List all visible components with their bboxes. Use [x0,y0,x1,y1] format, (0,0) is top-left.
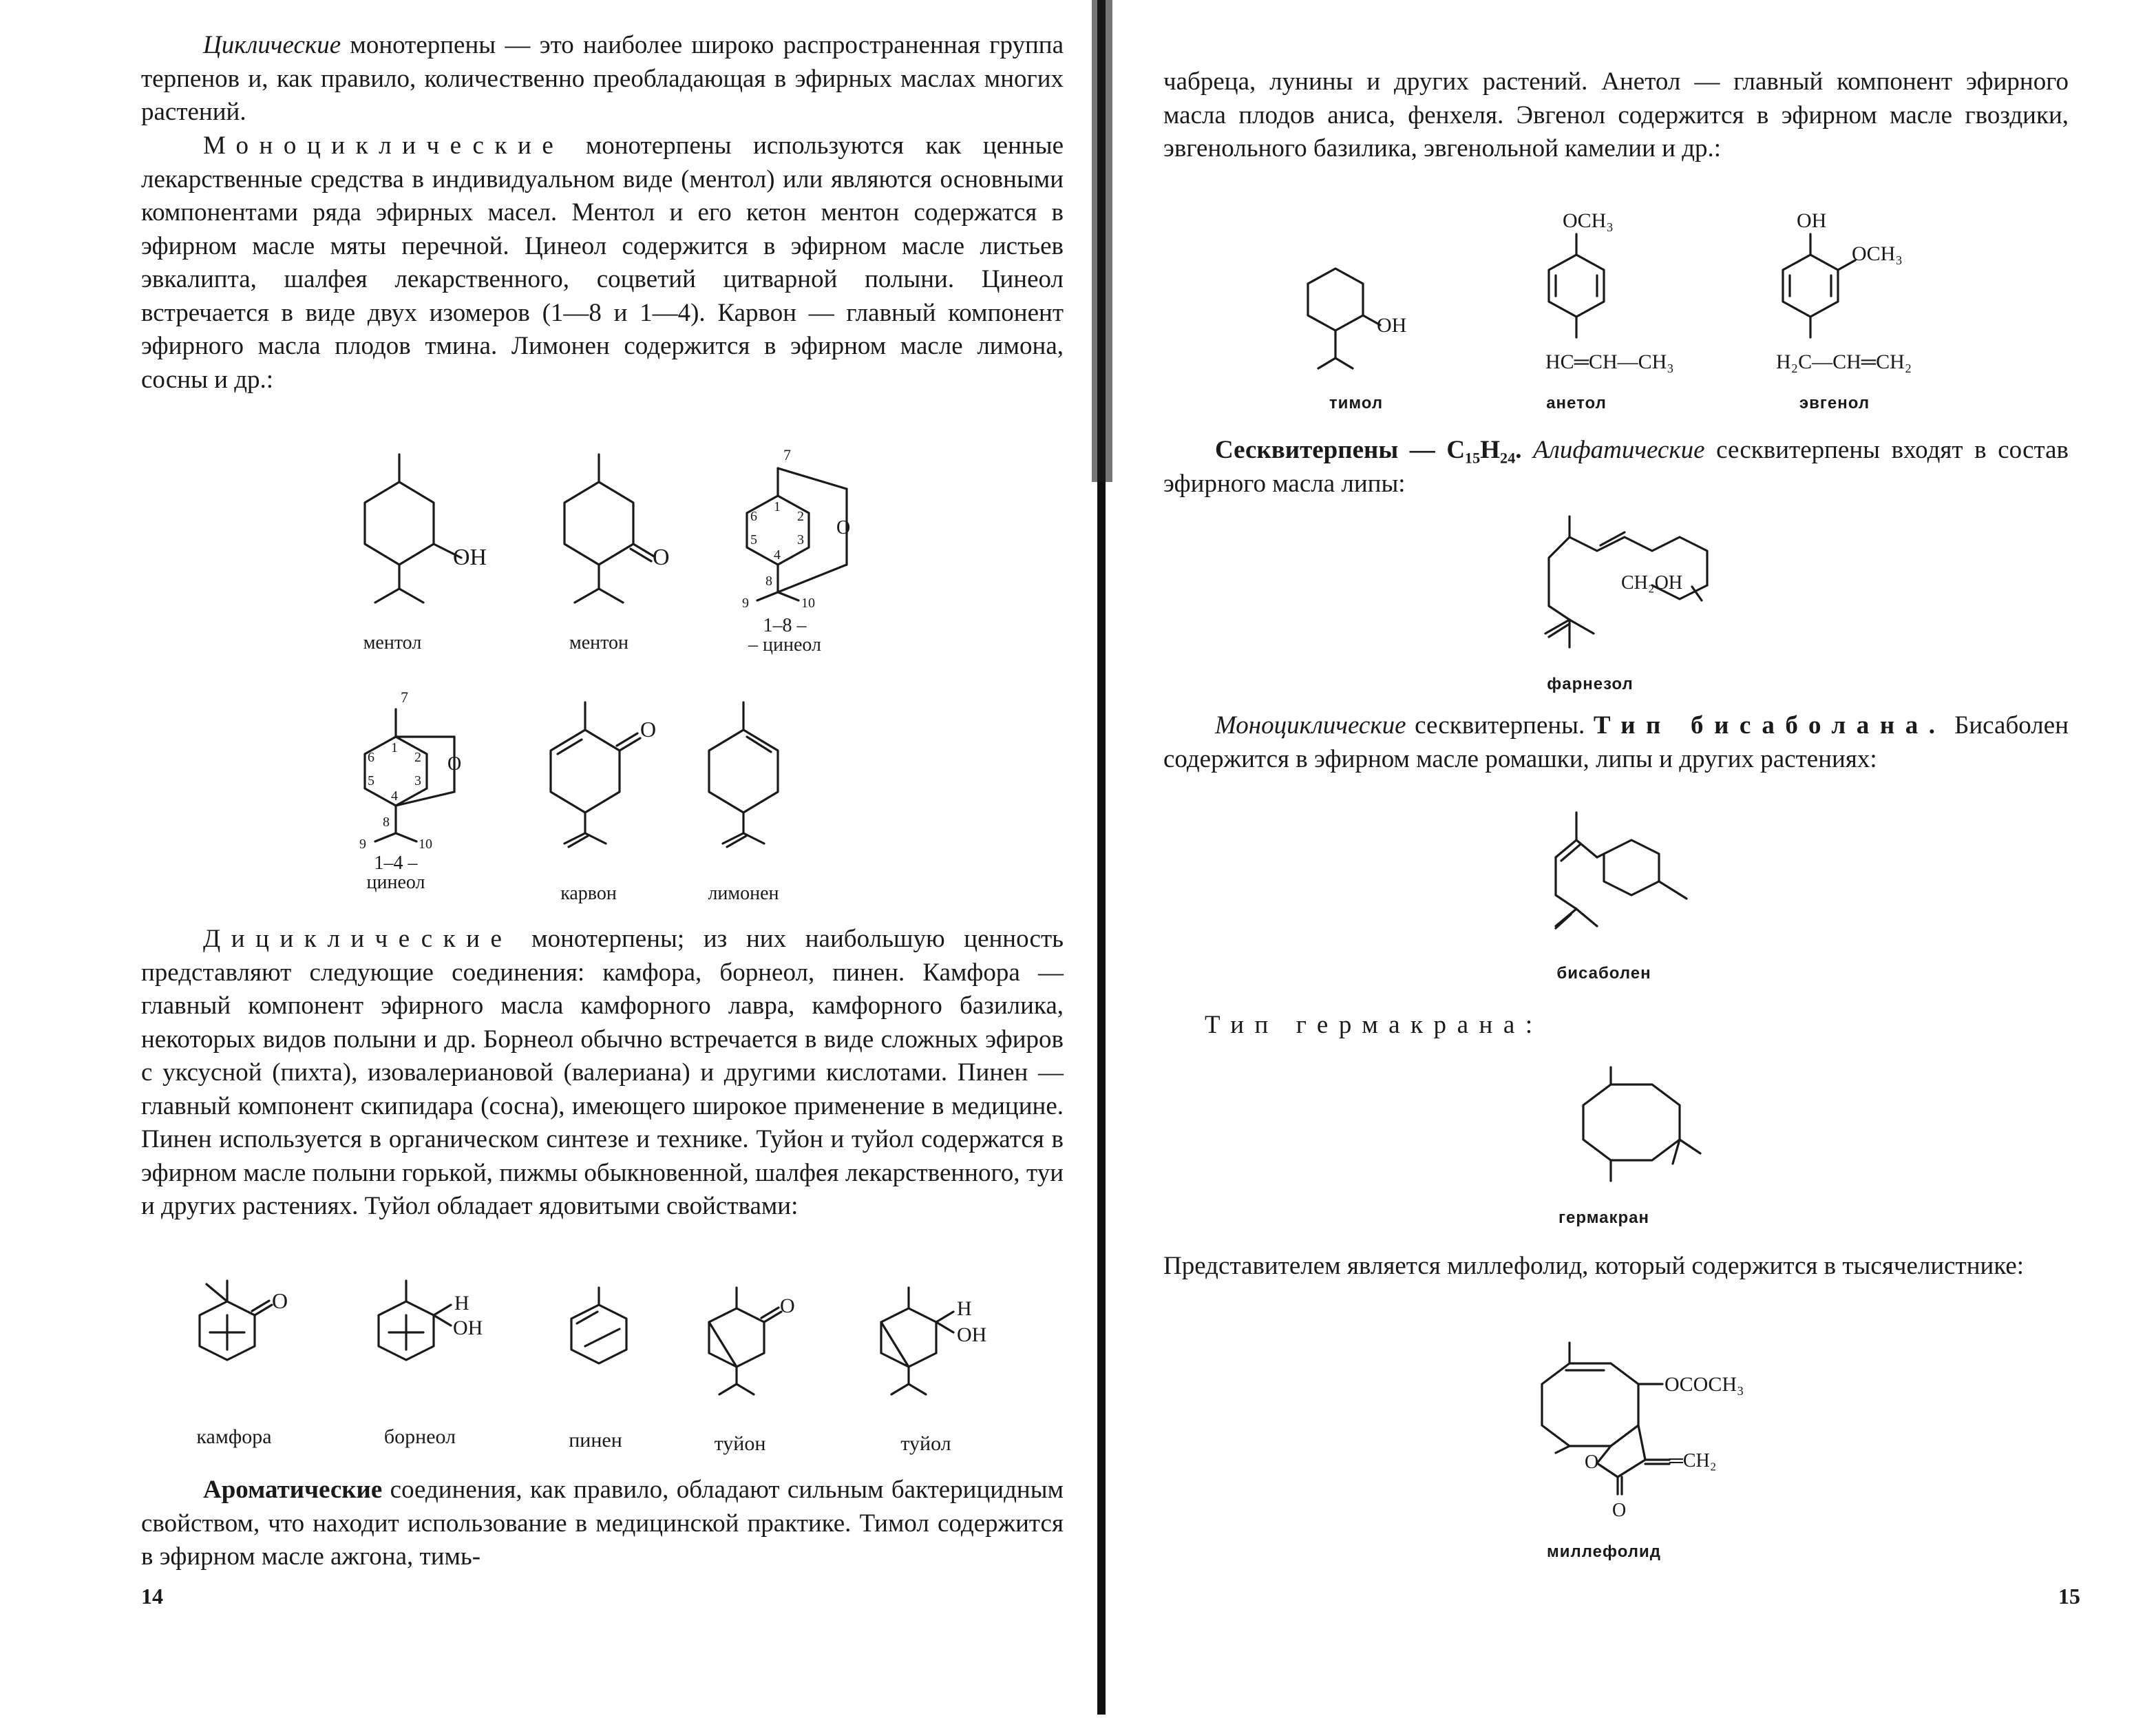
svg-text:3: 3 [797,532,804,547]
label-evgenol: эвгенол [1799,394,1870,412]
cineol-18-structure [730,448,881,627]
svg-text:9: 9 [359,837,366,852]
borneol-structure [358,1274,509,1384]
term-monocyclic: Моноциклические [203,132,564,160]
svg-text:6: 6 [750,509,757,524]
svg-text:2: 2 [414,750,421,765]
svg-text:O: O [447,753,462,775]
svg-text:1: 1 [774,499,781,514]
svg-text:H₂C—CH═CH₂: H₂C—CH═CH₂ [1776,350,1912,373]
carvone-structure [530,689,681,868]
svg-text:OCH₃: OCH₃ [1852,242,1903,265]
svg-text:OH: OH [957,1323,987,1346]
millefolide-structure [1487,1322,1831,1529]
thujol-structure [860,1281,1012,1418]
farnesol-structure [1521,510,1769,675]
cineol-14-structure [344,689,496,868]
svg-text:8: 8 [383,815,390,830]
svg-text:OCH₃: OCH₃ [1563,209,1614,232]
svg-text:O: O [640,717,657,742]
label-cineol-14: 1–4 – цинеол [366,852,425,893]
svg-text:7: 7 [401,689,408,706]
svg-text:2: 2 [797,509,804,524]
svg-text:O: O [272,1288,288,1313]
term-aromatic: Ароматические [203,1476,383,1504]
label-anetol: анетол [1546,394,1607,412]
svg-text:OH: OH [1377,314,1407,337]
svg-text:4: 4 [774,547,781,563]
svg-text:10: 10 [801,596,815,611]
svg-text:H: H [454,1292,469,1314]
menthol-oh: OH [453,545,487,570]
term-aliphatic: Алифатические [1533,436,1705,464]
germacrane-structure [1535,1057,1742,1195]
paragraph-monocyclic-text: монотерпены используются как ценные лекарственные средства в индивидуальном виде (ментол) или являются основными компонентами ряда эфирных масел. Ментол и его кетон ментон содержатся в эфирном масле мяты перечной. Цинеол содержится в эфирном масле листьев эвкалипта, шалфея лекарственного, соцветий цитварной полыни. Цинеол встречается в виде двух изомеров (1—8 и 1—4). Карвон — главный компонент эфирного масла плодов тмина. Лимонен содержится в эфирном масле лимона, сосны и др.: [141,132,1064,394]
paragraph-anetol [1163,65,2069,166]
term-monocyclic-sesq: Моноциклические [1215,711,1406,740]
term-bicyclic: Дициклические [203,925,513,953]
svg-text:O: O [1612,1500,1627,1521]
label-bisabolen: бисаболен [1556,964,1651,983]
limonene-structure [688,689,826,868]
label-mentol: ментол [363,632,422,653]
anethole-structure [1487,200,1680,379]
paragraph-bisabolane: Моноциклические сесквитерпены. Тип бисаболана. Бисаболен содержится в эфирном масле ромашки, липы и других растениях: [1163,711,2069,773]
svg-text:═CH₂: ═CH₂ [1669,1450,1717,1471]
label-kamfora: камфора [196,1425,272,1448]
svg-text:HC═CH—CH₃: HC═CH—CH₃ [1545,350,1674,373]
paragraph-monocyclic [141,129,1064,397]
paragraph-millefolide-text: Представителем является миллефолид, который содержится в тысячелистнике: [1163,1252,2025,1280]
term-bisabolane-type: Тип бисаболана. [1593,711,1946,740]
paragraph-aromatic-text: соединения, как правило, обладают сильным бактерицидным свойством, что находит использование в медицинской практике. Тимол содержится в эфирном масле ажгона, тимь- [141,1476,1064,1571]
eugenol-structure [1735,200,1955,379]
pinene-structure [551,1281,661,1391]
label-farnezol: фарнезол [1547,675,1634,693]
label-millefolid: миллефолид [1546,1542,1661,1561]
svg-text:5: 5 [368,773,374,788]
menthone-o: O [653,545,670,570]
svg-text:5: 5 [750,532,757,547]
ring-bonds [365,482,434,565]
svg-text:4: 4 [391,788,398,804]
svg-text:9: 9 [742,596,749,611]
svg-text:H: H [957,1297,972,1320]
bisabolene-structure [1528,806,1762,964]
svg-text:CH₂OH: CH₂OH [1621,572,1683,594]
svg-text:OCOCH₃: OCOCH₃ [1664,1373,1744,1396]
right-page [1101,0,2156,1715]
paragraph-anetol-text: чабреца, лунины и других растений. Анетол — главный компонент эфирного масла плодов аниса, фенхеля. Эвгенол содержится в эфирном масле гвоздики, эвгенольного базилика, эвгенольной камелии и др.: [1163,67,2069,163]
paragraph-millefolide [1163,1250,2069,1284]
camphor-structure [179,1274,317,1384]
label-tuyol: туйол [900,1432,951,1455]
label-pinen: пинен [569,1429,622,1452]
paragraph-cyclic-text: монотерпены — это наиболее широко распространенная группа терпенов и, как правило, количественно преобладающая в эфирных маслах многих растений. [141,31,1064,126]
label-tuyon: туйон [714,1432,766,1455]
svg-text:3: 3 [414,773,421,788]
svg-text:OH: OH [1797,209,1827,232]
paragraph-bicyclic [141,923,1064,1224]
svg-text:O: O [836,517,851,538]
page-number-left: 14 [141,1584,163,1609]
label-karvon: карвон [560,883,617,904]
svg-text:O: O [780,1295,795,1317]
label-cineol-18: 1–8 – – цинеол [748,615,821,656]
term-germacrane-type: Тип гермакрана: [1205,1011,1543,1039]
term-sesquiterpenes: Сесквитерпены — C₁₅H₂₄. [1215,436,1522,464]
page-number-right: 15 [2058,1584,2080,1609]
paragraph-cyclic [141,29,1064,129]
paragraph-germacrane [1205,1009,1824,1043]
menthol-structure [344,441,523,620]
label-timol: тимол [1329,394,1384,412]
label-limonen: лимонен [708,883,779,904]
svg-text:O: O [1585,1452,1599,1473]
paragraph-bisabolane-text: Бисаболен содержится в эфирном масле ромашки, липы и других растениях: [1163,711,2069,773]
label-menton: ментон [569,632,628,653]
label-borneol: борнеол [383,1425,456,1448]
svg-text:8: 8 [765,574,772,589]
thymol-structure [1287,255,1425,399]
label-germakran: гермакран [1558,1208,1649,1227]
paragraph-aromatic [141,1474,1064,1574]
term-cyclic: Циклические [203,31,341,59]
svg-text:6: 6 [368,750,374,765]
svg-text:10: 10 [419,837,432,852]
paragraph-sesquiterpenes-text: сесквитерпены входят в состав эфирного масла липы: [1163,436,2069,498]
paragraph-bicyclic-text: монотерпены; из них наибольшую ценность представляют следующие соединения: камфора, борнеол, пинен. Камфора — главный компонент эфирного масла камфорного лавра, камфорного базилика, некоторых видов полыни и др. Борнеол обычно встречается в виде сложных эфиров с уксусной (пихта), изовалериановой (валериана) и другими кислотами. Пинен — главный компонент скипидара (сосна), имеющего широкое применение в медицине. Пинен используется в органическом синтезе и технике. Туйон и туйол содержатся в эфирном масле полыни горькой, пижмы обыкновенной, шалфея лекарственного, туи и других растениях. Туйол обладает ядовитыми свойствами: [141,925,1064,1220]
svg-text:OH: OH [453,1317,483,1339]
thujone-structure [688,1281,826,1418]
paragraph-sesquiterpenes [1163,434,2069,501]
svg-text:1: 1 [391,740,398,755]
svg-text:7: 7 [783,446,791,463]
menthone-structure [544,441,695,620]
